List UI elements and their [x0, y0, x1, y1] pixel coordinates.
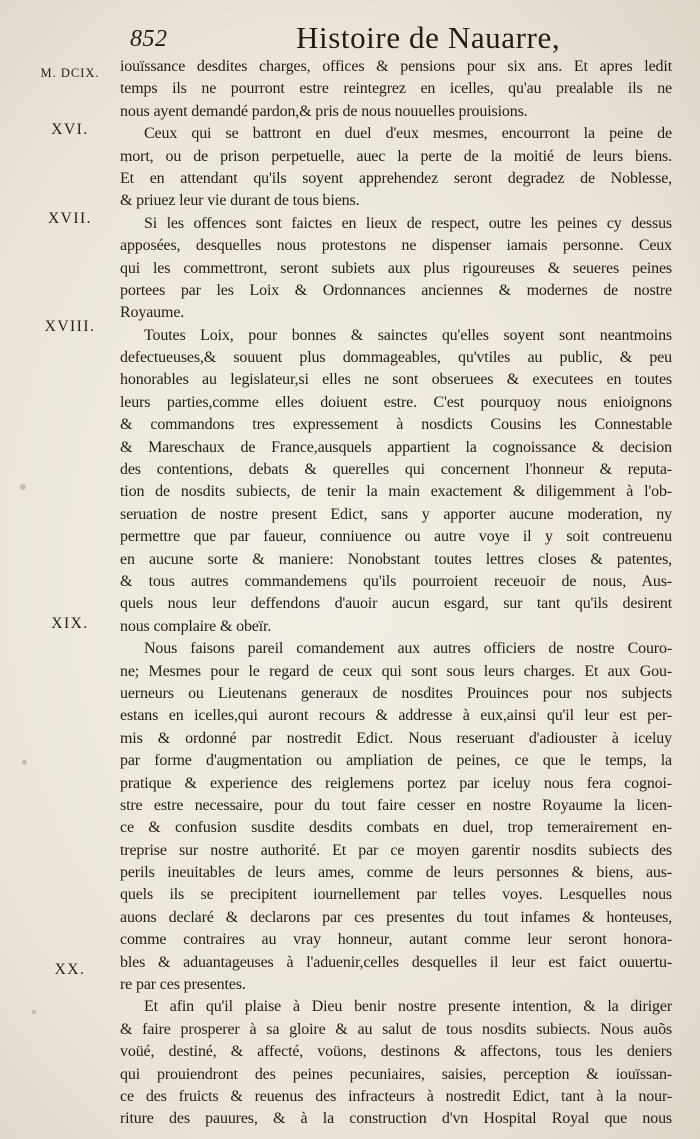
text-line: iouïssance desdites charges, offices & pensions pour six ans. Et apres ledit: [120, 58, 672, 75]
text-line: uerneurs ou Lieutenans generaux de nosdites Prouinces pour nos subjects: [120, 684, 672, 702]
text-line: mort, ou de prison perpetuelle, auec la perte de la moitié de leurs biens.: [120, 147, 672, 165]
text-line: & priuez leur vie durant de tous biens.: [120, 192, 360, 210]
paper-speck: [125, 160, 128, 163]
running-head: [124, 20, 684, 60]
text-line: seruation de nostre present Edict, sans y apporter aucune moderation, ny: [120, 505, 672, 523]
text-line: ce & confusion susdite desdits combats en duel, trop temerairement en-: [120, 819, 672, 837]
text-line: par forme d'augmentation ou ampliation de peines, ce que le temps, la: [120, 752, 672, 770]
text-line: quels ils se precipitent iournellement par telles voyes. Lesquelles nous: [120, 886, 672, 904]
text-line: auons declaré & declarons par ces presentes du tout infames & honteuses,: [120, 908, 672, 926]
text-line: leurs parties,comme elles doiuent estre. C'est pourquoy nous enioignons: [120, 393, 672, 411]
text-line: perils ineuitables de leurs ames, comme de leurs personnes & biens, aus-: [120, 864, 672, 882]
text-line: permettre que par faueur, conniuence ou autre voye il y soit contreuenu: [120, 528, 672, 546]
text-line: & commandons tres expressement à nosdicts Cousins les Connestable: [120, 416, 672, 434]
text-line: nous complaire & obeïr.: [120, 617, 272, 635]
article-number-xx: XX.: [54, 961, 86, 978]
text-line: qui les commettront, seront subiets aux plus rigoureuses & seueres peines: [120, 259, 672, 277]
text-line: Ceux qui se battront en duel d'eux mesmes, encourront la peine de: [144, 125, 672, 143]
text-line: honorables au legislateur,si elles ne sont obseruees & executees en toutes: [120, 371, 672, 389]
text-line: Royaume.: [120, 304, 185, 322]
text-line: defectueuses,& souuent plus dommageables, qu'vtiles au public, & peu: [120, 349, 672, 367]
text-line: Et afin qu'il plaise à Dieu benir nostre presente intention, & la diriger: [144, 998, 672, 1016]
text-line: Nous faisons pareil comandement aux autres officiers de nostre Couro-: [144, 640, 672, 658]
article-number-xvi: XVI.: [51, 121, 89, 138]
paper-speck: [20, 484, 26, 490]
text-line: temps ils ne pourront estre reintegrez en icelles, qu'au prealable ils ne: [120, 80, 672, 98]
text-line: Si les offences sont faictes en lieux de respect, outre les peines cy dessus: [144, 214, 672, 232]
text-line: pratique & experience des reiglemens portez par iceluy nous fera cognoi-: [120, 774, 672, 792]
text-line: nous ayent demandé pardon,& pris de nous nouuelles prouisions.: [120, 102, 528, 120]
text-line: Et en attendant qu'ils soyent apprehendez seront degradez de Noblesse,: [120, 169, 672, 187]
text-line: tion de nosdits subiects, de tenir la main exactement & diligemment à l'ob-: [120, 483, 672, 501]
text-line: treprise sur nostre authorité. Et par ce moyen garentir nosdits subiects des: [120, 841, 672, 859]
running-title: Histoire de Nauarre,: [296, 20, 561, 55]
text-line: en aucune sorte & maniere: Nonobstant toutes lettres closes & patentes,: [120, 550, 672, 568]
text-line: & Mareschaux de France,ausquels appartient la cognoissance & decision: [120, 438, 672, 456]
text-line: & faire prosperer à sa gloire & au salut de tous nosdits subiects. Nous auõs: [120, 1020, 672, 1038]
article-number-xvii: XVII.: [47, 210, 93, 227]
body-text: [120, 56, 672, 1131]
text-line: portees par les Loix & Ordonnances anciennes & modernes de nostre: [120, 281, 672, 299]
text-line: apposées, desquelles nous protestons ne dispenser iamais personne. Ceux: [120, 237, 672, 255]
text-line: Toutes Loix, pour bonnes & sainctes qu'elles soyent sont neantmoins: [144, 326, 672, 344]
text-line: stre estre necessaire, pour du tout faire cesser en nostre Royaume la licen-: [120, 796, 672, 814]
margin-date: M. DCIX.: [40, 66, 100, 80]
text-line: ne; Mesmes pour le regard de ceux qui sont sous leurs charges. Et aux Gou-: [120, 662, 672, 680]
text-line: comme contraires au vray honneur, autant comme leur seront honora-: [120, 931, 672, 949]
paper-speck: [32, 1010, 36, 1014]
text-line: bles & aduantageuses à l'aduenir,celles desquelles il leur est faict ouuertu-: [120, 953, 672, 971]
text-line: mis & ordonné par nostredit Edict. Nous reseruant d'adiouster à iceluy: [120, 729, 672, 747]
article-number-xviii: XVIII.: [44, 318, 96, 335]
text-line: estans en icelles,qui auront recours & addresse à eux,ainsi qu'il leur est per-: [120, 707, 672, 725]
text-line: voüé, destiné, & affecté, voüons, destinons & affectons, tous les deniers: [120, 1043, 672, 1061]
text-line: & tous autres commandemens qu'ils pourroient receuoir de nous, Aus-: [120, 572, 672, 590]
text-line: des contentions, debats & querelles qui concernent l'honneur & reputa-: [120, 461, 672, 479]
article-number-xix: XIX.: [51, 615, 89, 632]
page-number: 852: [130, 26, 168, 52]
text-line: re par ces presentes.: [120, 976, 246, 994]
text-line: riture des pauures, & à la construction d'vn Hospital Royal que nous: [120, 1110, 672, 1128]
paper-speck: [22, 760, 27, 765]
text-line: quels nous leur deffendons d'auoir aucun esgard, sur tant qu'ils desirent: [120, 595, 672, 613]
text-line: qui prouiendront des peines pecuniaires, saisies, perception & iouïssan-: [120, 1065, 672, 1083]
text-line: ce des fruicts & reuenus des infracteurs à nostredit Edict, tant à la nour-: [120, 1087, 672, 1105]
